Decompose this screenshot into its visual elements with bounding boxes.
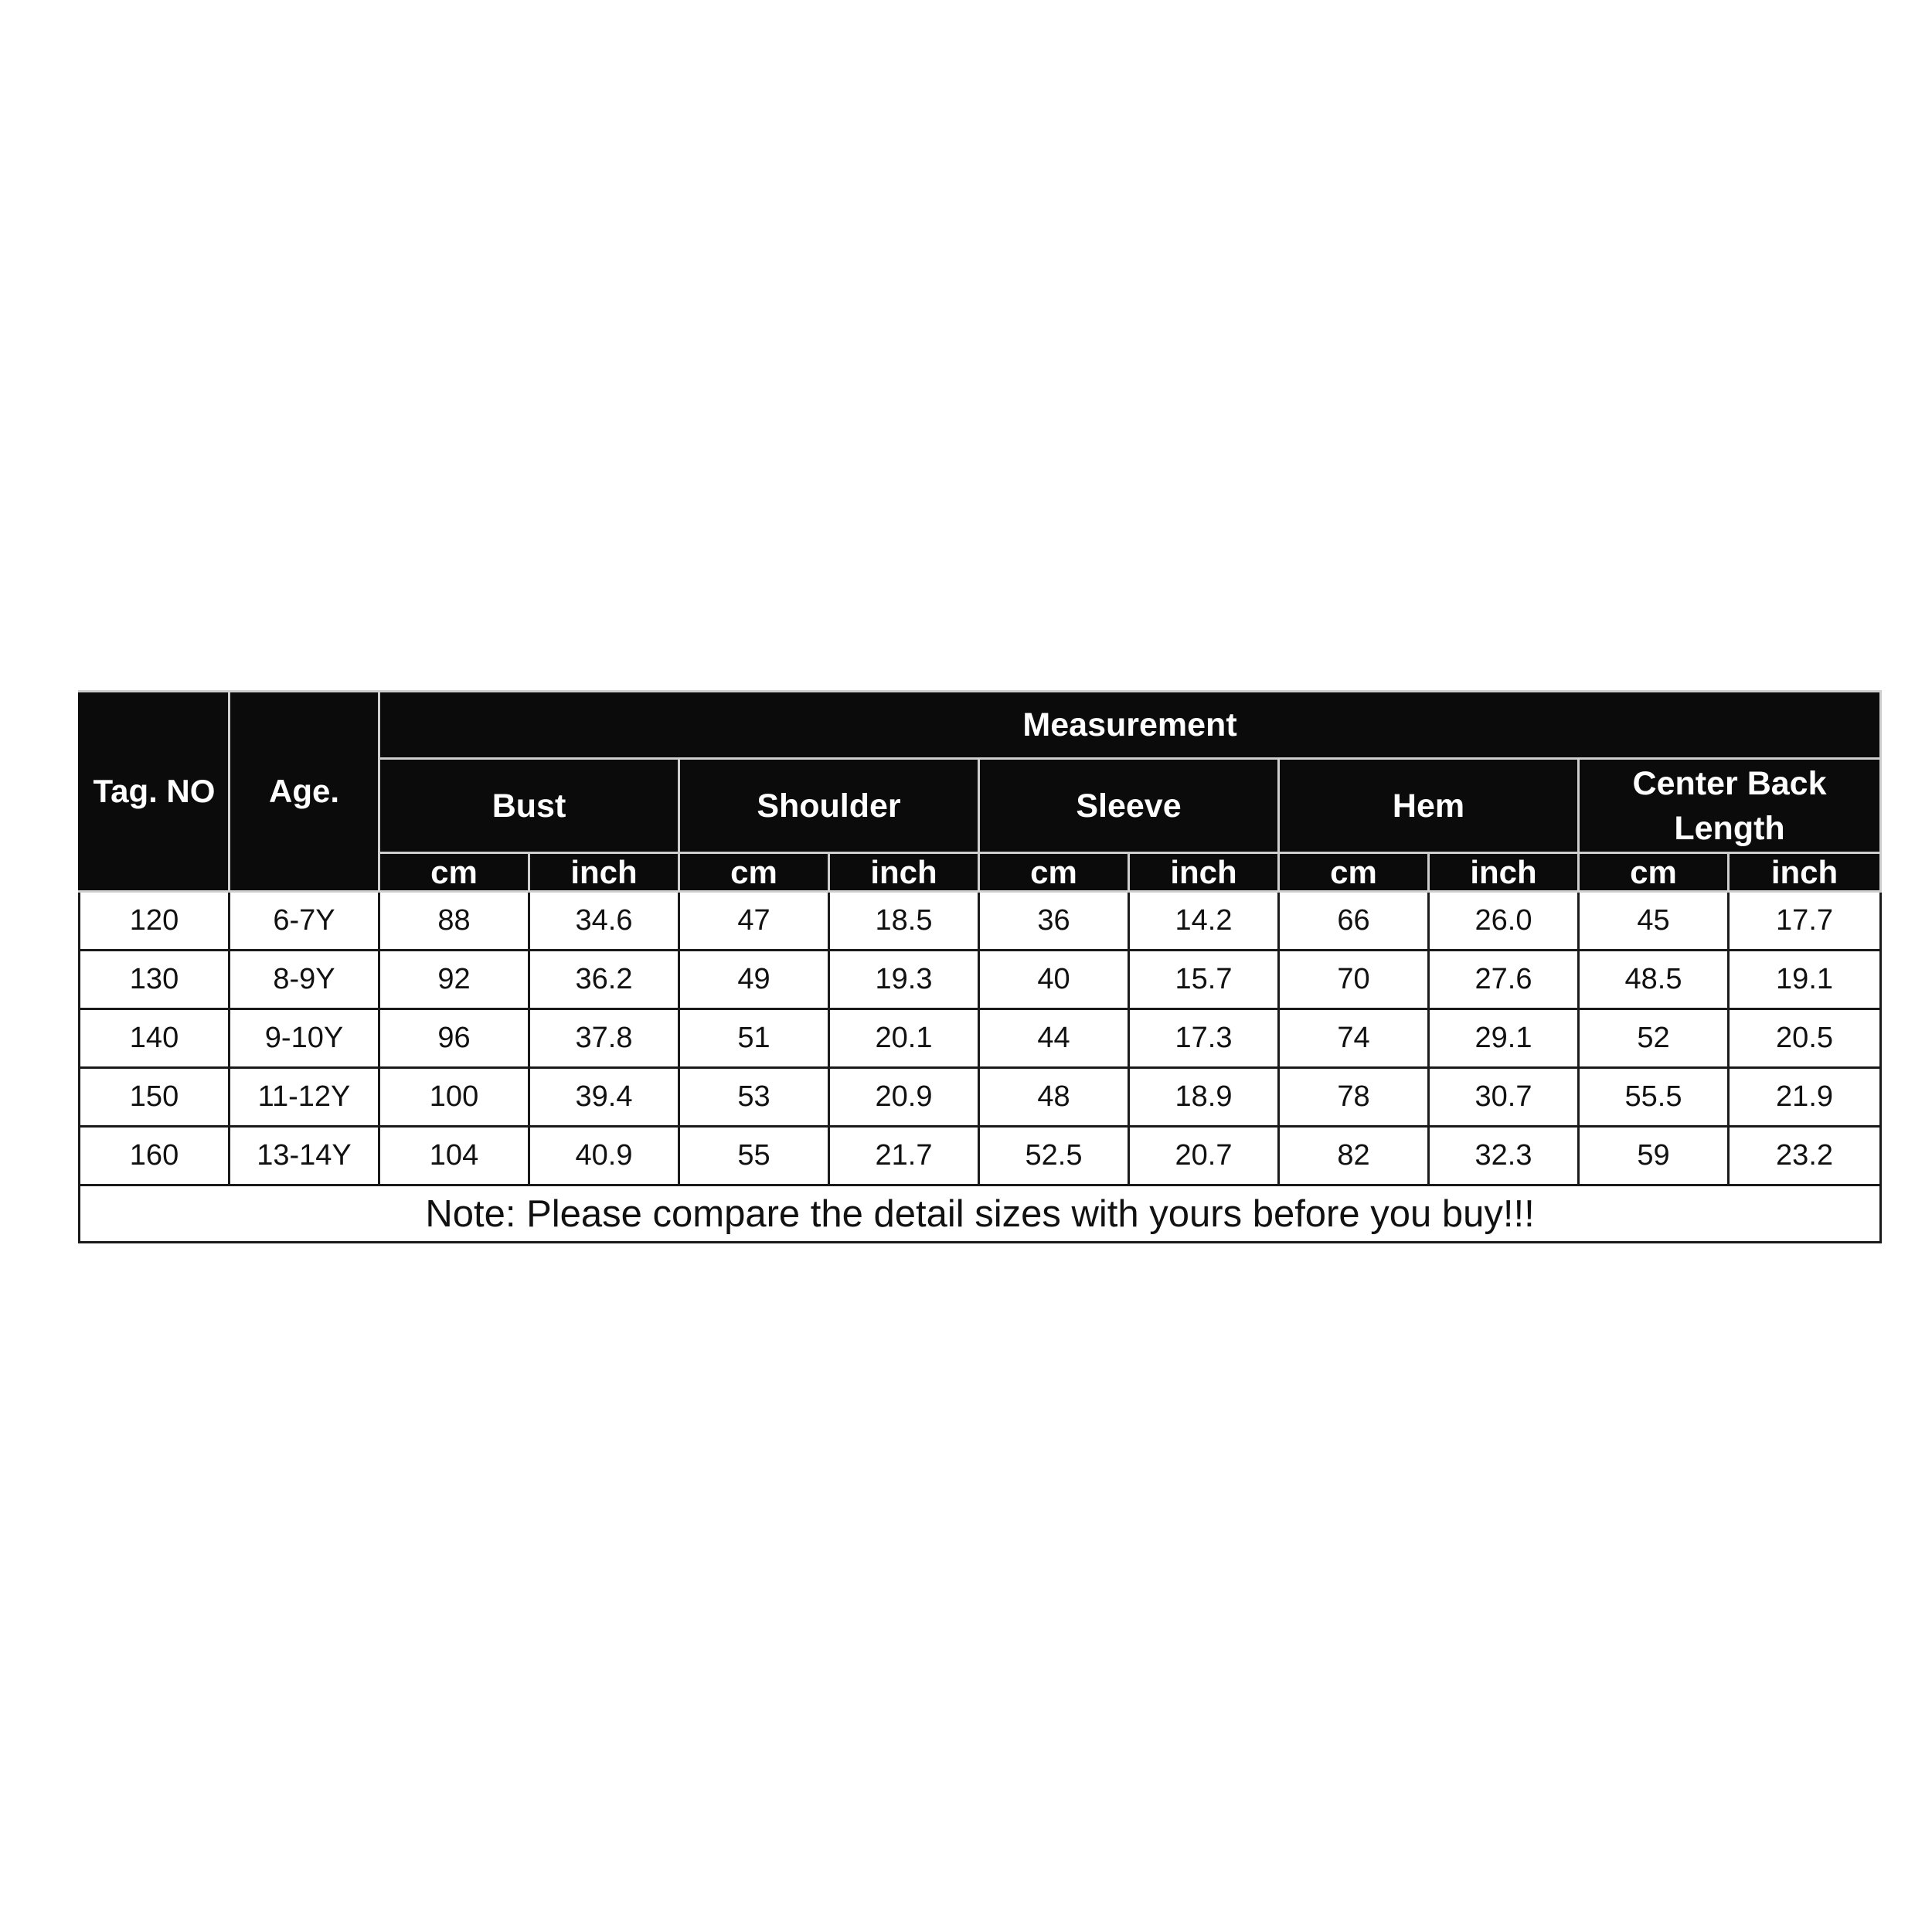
table-row	[80, 1127, 1881, 1185]
shoulder-header: Shoulder	[679, 759, 979, 853]
sleeve-header: Sleeve	[979, 759, 1279, 853]
shoulder-cm-cell: 55	[679, 1127, 829, 1185]
bust-cm-cell: 96	[379, 1009, 529, 1068]
hem-cm-cell: 66	[1279, 892, 1429, 951]
center-back-length-inch-cell: 17.7	[1729, 892, 1881, 951]
sleeve-inch-cell: 17.3	[1129, 1009, 1279, 1068]
center-back-length-inch-unit-header: inch	[1729, 853, 1881, 892]
center-back-length-inch-cell: 21.9	[1729, 1068, 1881, 1127]
center-back-length-inch-cell: 20.5	[1729, 1009, 1881, 1068]
bust-inch-cell: 34.6	[529, 892, 679, 951]
center-back-length-cm-cell: 45	[1579, 892, 1729, 951]
table-footer	[80, 1185, 1881, 1243]
tag-no-cell: 130	[80, 951, 230, 1009]
bust-inch-cell: 36.2	[529, 951, 679, 1009]
hem-inch-cell: 29.1	[1429, 1009, 1579, 1068]
center-back-length-inch-cell: 23.2	[1729, 1127, 1881, 1185]
sleeve-inch-cell: 18.9	[1129, 1068, 1279, 1127]
sleeve-inch-unit-header: inch	[1129, 853, 1279, 892]
hem-cm-unit-header: cm	[1279, 853, 1429, 892]
table-row	[80, 1068, 1881, 1127]
bust-inch-cell: 40.9	[529, 1127, 679, 1185]
hem-inch-unit-header: inch	[1429, 853, 1579, 892]
hem-inch-cell: 30.7	[1429, 1068, 1579, 1127]
sleeve-cm-cell: 40	[979, 951, 1129, 1009]
sleeve-inch-cell: 20.7	[1129, 1127, 1279, 1185]
measurement-header: Measurement	[379, 692, 1881, 759]
shoulder-inch-cell: 20.1	[829, 1009, 979, 1068]
tag-no-cell: 150	[80, 1068, 230, 1127]
tag-no-cell: 120	[80, 892, 230, 951]
age-cell: 9-10Y	[230, 1009, 379, 1068]
sleeve-inch-cell: 14.2	[1129, 892, 1279, 951]
bust-inch-cell: 37.8	[529, 1009, 679, 1068]
sleeve-cm-unit-header: cm	[979, 853, 1129, 892]
sleeve-cm-cell: 44	[979, 1009, 1129, 1068]
hem-cm-cell: 78	[1279, 1068, 1429, 1127]
bust-inch-unit-header: inch	[529, 853, 679, 892]
age-cell: 6-7Y	[230, 892, 379, 951]
center-back-length-cm-cell: 55.5	[1579, 1068, 1729, 1127]
hem-cm-cell: 70	[1279, 951, 1429, 1009]
center-back-length-cm-cell: 52	[1579, 1009, 1729, 1068]
center-back-length-inch-cell: 19.1	[1729, 951, 1881, 1009]
shoulder-inch-cell: 19.3	[829, 951, 979, 1009]
shoulder-inch-cell: 21.7	[829, 1127, 979, 1185]
tag-no-header: Tag. NO	[80, 692, 230, 892]
tag-no-cell: 160	[80, 1127, 230, 1185]
bust-header: Bust	[379, 759, 679, 853]
shoulder-cm-cell: 51	[679, 1009, 829, 1068]
table-row	[80, 892, 1881, 951]
bust-cm-unit-header: cm	[379, 853, 529, 892]
shoulder-cm-cell: 53	[679, 1068, 829, 1127]
table-row	[80, 1009, 1881, 1068]
bust-cm-cell: 88	[379, 892, 529, 951]
age-cell: 13-14Y	[230, 1127, 379, 1185]
hem-cm-cell: 74	[1279, 1009, 1429, 1068]
bust-inch-cell: 39.4	[529, 1068, 679, 1127]
table-body	[80, 892, 1881, 1185]
sleeve-cm-cell: 52.5	[979, 1127, 1129, 1185]
center-back-length-cm-cell: 48.5	[1579, 951, 1729, 1009]
size-chart-table	[78, 690, 1882, 1243]
hem-header: Hem	[1279, 759, 1579, 853]
hem-inch-cell: 32.3	[1429, 1127, 1579, 1185]
hem-inch-cell: 27.6	[1429, 951, 1579, 1009]
tag-no-cell: 140	[80, 1009, 230, 1068]
sleeve-cm-cell: 36	[979, 892, 1129, 951]
shoulder-inch-unit-header: inch	[829, 853, 979, 892]
shoulder-cm-unit-header: cm	[679, 853, 829, 892]
shoulder-cm-cell: 49	[679, 951, 829, 1009]
table-header	[80, 692, 1881, 892]
center-back-length-cm-unit-header: cm	[1579, 853, 1729, 892]
bust-cm-cell: 104	[379, 1127, 529, 1185]
sleeve-cm-cell: 48	[979, 1068, 1129, 1127]
age-cell: 8-9Y	[230, 951, 379, 1009]
age-cell: 11-12Y	[230, 1068, 379, 1127]
center-back-length-cm-cell: 59	[1579, 1127, 1729, 1185]
table-row	[80, 951, 1881, 1009]
age-header: Age.	[230, 692, 379, 892]
bust-cm-cell: 92	[379, 951, 529, 1009]
shoulder-inch-cell: 18.5	[829, 892, 979, 951]
sleeve-inch-cell: 15.7	[1129, 951, 1279, 1009]
shoulder-cm-cell: 47	[679, 892, 829, 951]
center-back-length-header: Center Back Length	[1579, 759, 1881, 853]
hem-inch-cell: 26.0	[1429, 892, 1579, 951]
hem-cm-cell: 82	[1279, 1127, 1429, 1185]
shoulder-inch-cell: 20.9	[829, 1068, 979, 1127]
size-note: Note: Please compare the detail sizes with yours before you buy!!!	[80, 1185, 1881, 1243]
bust-cm-cell: 100	[379, 1068, 529, 1127]
